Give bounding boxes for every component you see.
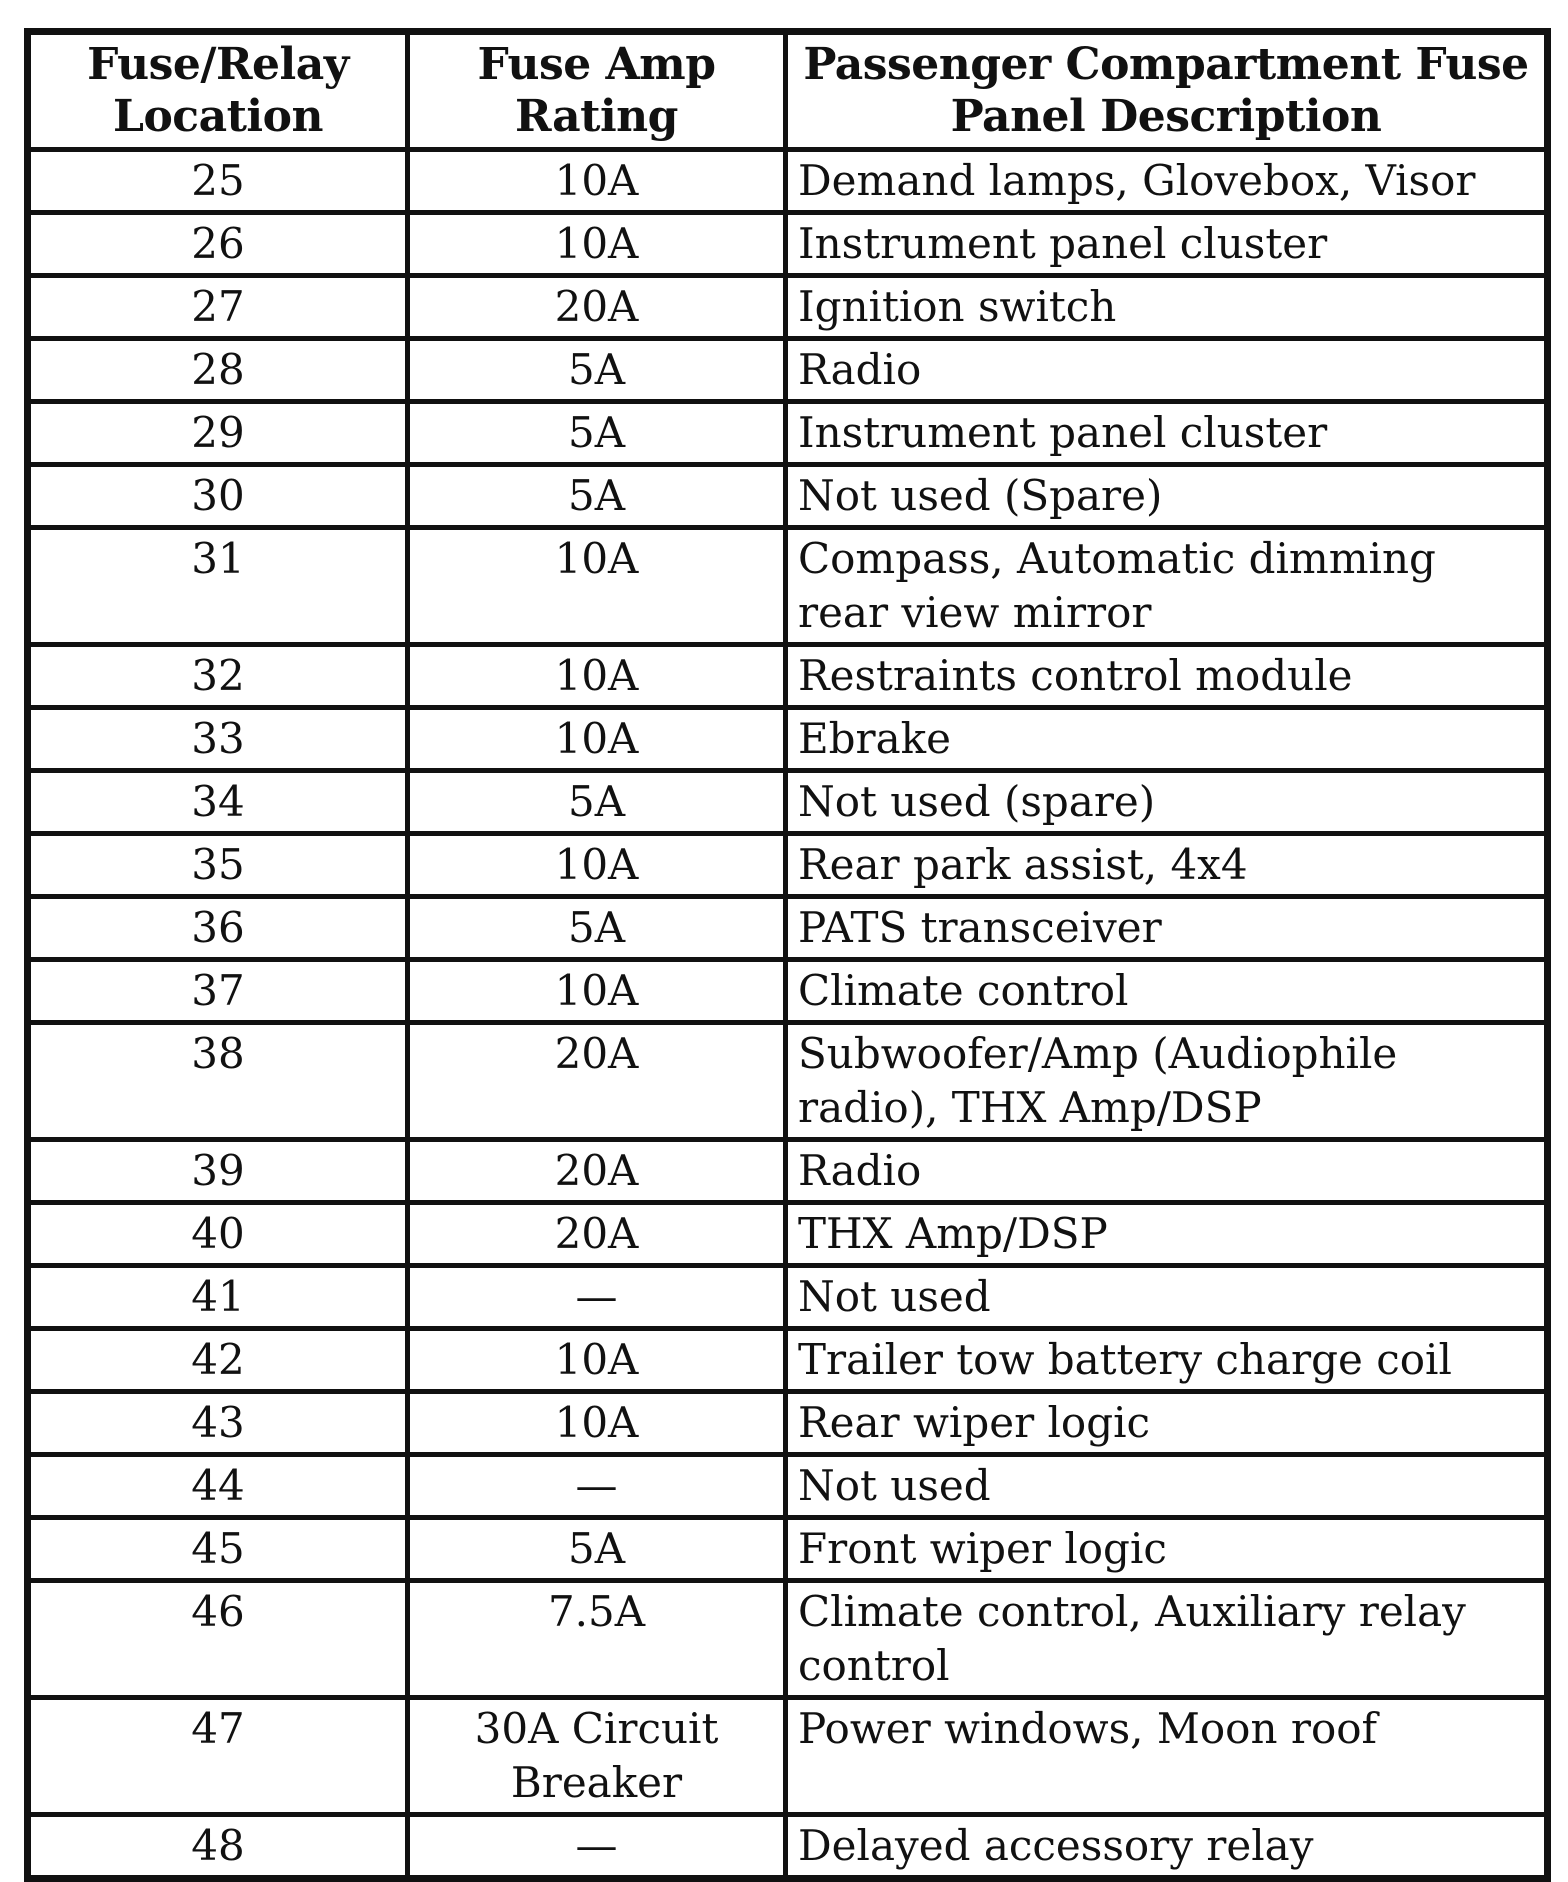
cell-description: Not used (spare) — [786, 771, 1548, 834]
table-row — [28, 1518, 1548, 1581]
cell-amp-rating: 5A — [408, 1518, 786, 1581]
fuse-table — [24, 28, 1551, 1882]
cell-description: Front wiper logic — [786, 1518, 1548, 1581]
table-row — [28, 213, 1548, 276]
cell-description: THX Amp/DSP — [786, 1203, 1548, 1266]
cell-amp-rating: 10A — [408, 1329, 786, 1392]
cell-location: 27 — [28, 276, 408, 339]
cell-description: Radio — [786, 1140, 1548, 1203]
cell-location: 40 — [28, 1203, 408, 1266]
cell-location: 25 — [28, 150, 408, 213]
cell-description: Instrument panel cluster — [786, 213, 1548, 276]
cell-description: PATS transceiver — [786, 897, 1548, 960]
table-row — [28, 150, 1548, 213]
cell-description: Instrument panel cluster — [786, 402, 1548, 465]
cell-location: 31 — [28, 528, 408, 645]
table-row — [28, 1266, 1548, 1329]
cell-location: 41 — [28, 1266, 408, 1329]
cell-amp-rating: 10A — [408, 1392, 786, 1455]
cell-amp-rating: 20A — [408, 276, 786, 339]
cell-description: Trailer tow battery charge coil — [786, 1329, 1548, 1392]
table-row — [28, 897, 1548, 960]
cell-amp-rating: — — [408, 1455, 786, 1518]
cell-location: 34 — [28, 771, 408, 834]
header-location: Fuse/Relay Location — [28, 32, 408, 150]
cell-amp-rating: 10A — [408, 960, 786, 1023]
cell-location: 42 — [28, 1329, 408, 1392]
cell-location: 47 — [28, 1698, 408, 1815]
cell-description: Ebrake — [786, 708, 1548, 771]
cell-amp-rating: 5A — [408, 897, 786, 960]
table-row — [28, 834, 1548, 897]
cell-amp-rating: 10A — [408, 708, 786, 771]
cell-description: Restraints control module — [786, 645, 1548, 708]
table-row — [28, 1455, 1548, 1518]
cell-description: Power windows, Moon roof — [786, 1698, 1548, 1815]
cell-location: 29 — [28, 402, 408, 465]
table-row — [28, 1815, 1548, 1879]
header-description: Passenger Compartment Fuse Panel Description — [786, 32, 1548, 150]
cell-amp-rating: 10A — [408, 528, 786, 645]
table-row — [28, 1203, 1548, 1266]
table-row — [28, 402, 1548, 465]
cell-amp-rating: 5A — [408, 402, 786, 465]
cell-location: 26 — [28, 213, 408, 276]
table-row — [28, 339, 1548, 402]
cell-location: 43 — [28, 1392, 408, 1455]
cell-description: Radio — [786, 339, 1548, 402]
cell-description: Compass, Automatic dimming rear view mirror — [786, 528, 1548, 645]
cell-location: 45 — [28, 1518, 408, 1581]
cell-amp-rating: 30A Circuit Breaker — [408, 1698, 786, 1815]
table-row — [28, 276, 1548, 339]
cell-location: 32 — [28, 645, 408, 708]
cell-location: 39 — [28, 1140, 408, 1203]
cell-location: 44 — [28, 1455, 408, 1518]
cell-amp-rating: 20A — [408, 1140, 786, 1203]
cell-description: Not used — [786, 1455, 1548, 1518]
cell-amp-rating: 5A — [408, 465, 786, 528]
cell-location: 37 — [28, 960, 408, 1023]
cell-amp-rating: 10A — [408, 834, 786, 897]
table-row — [28, 1392, 1548, 1455]
table-row — [28, 960, 1548, 1023]
table-row — [28, 1140, 1548, 1203]
cell-amp-rating: 20A — [408, 1023, 786, 1140]
table-row — [28, 771, 1548, 834]
table-row — [28, 645, 1548, 708]
table-row — [28, 465, 1548, 528]
cell-location: 46 — [28, 1581, 408, 1698]
cell-description: Ignition switch — [786, 276, 1548, 339]
table-row — [28, 1698, 1548, 1815]
cell-amp-rating: 5A — [408, 339, 786, 402]
cell-amp-rating: 5A — [408, 771, 786, 834]
cell-amp-rating: 7.5A — [408, 1581, 786, 1698]
cell-location: 30 — [28, 465, 408, 528]
cell-location: 48 — [28, 1815, 408, 1879]
cell-location: 35 — [28, 834, 408, 897]
cell-description: Subwoofer/Amp (Audiophile radio), THX Amp/DSP — [786, 1023, 1548, 1140]
table-row — [28, 1023, 1548, 1140]
cell-location: 38 — [28, 1023, 408, 1140]
cell-amp-rating: 20A — [408, 1203, 786, 1266]
cell-description: Not used — [786, 1266, 1548, 1329]
cell-amp-rating: — — [408, 1815, 786, 1879]
cell-description: Delayed accessory relay — [786, 1815, 1548, 1879]
cell-amp-rating: 10A — [408, 213, 786, 276]
header-row — [28, 32, 1548, 150]
table-row — [28, 1329, 1548, 1392]
cell-location: 36 — [28, 897, 408, 960]
cell-amp-rating: — — [408, 1266, 786, 1329]
cell-amp-rating: 10A — [408, 150, 786, 213]
table-row — [28, 1581, 1548, 1698]
cell-location: 28 — [28, 339, 408, 402]
cell-description: Climate control, Auxiliary relay control — [786, 1581, 1548, 1698]
cell-location: 33 — [28, 708, 408, 771]
table-row — [28, 528, 1548, 645]
table-body — [28, 150, 1548, 1879]
cell-description: Rear park assist, 4x4 — [786, 834, 1548, 897]
table-row — [28, 708, 1548, 771]
cell-description: Rear wiper logic — [786, 1392, 1548, 1455]
header-amp-rating: Fuse Amp Rating — [408, 32, 786, 150]
cell-description: Demand lamps, Glovebox, Visor — [786, 150, 1548, 213]
cell-description: Not used (Spare) — [786, 465, 1548, 528]
cell-description: Climate control — [786, 960, 1548, 1023]
cell-amp-rating: 10A — [408, 645, 786, 708]
